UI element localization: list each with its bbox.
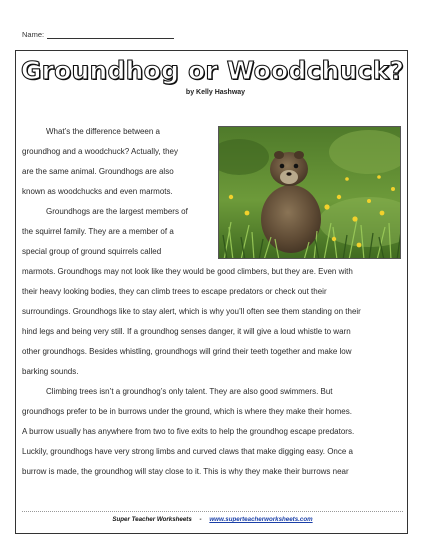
body-line: burrow is made, the groundhog will stay close to it. This is why they make their burrows near bbox=[22, 467, 349, 476]
body-line: special group of ground squirrels called bbox=[22, 247, 162, 256]
body-line: Climbing trees isn’t a groundhog’s only talent. They are also good swimmers. But bbox=[46, 387, 333, 396]
name-blank-line[interactable] bbox=[47, 31, 174, 39]
footer-divider bbox=[22, 511, 403, 512]
footer bbox=[0, 516, 425, 523]
body-line: surroundings. Groundhogs like to stay alert, which is why you’ll often see them standing on their bbox=[22, 307, 361, 316]
body-line: Luckily, groundhogs have very strong limbs and curved claws that make digging easy. Once a bbox=[22, 447, 353, 456]
groundhog-photo bbox=[218, 126, 401, 259]
body-line: barking sounds. bbox=[22, 367, 79, 376]
body-line: are the same animal. Groundhogs are also bbox=[22, 167, 174, 176]
body-line: known as woodchucks and even marmots. bbox=[22, 187, 173, 196]
body-line: groundhogs prefer to be in burrows under the ground, which is where they make their homes. bbox=[22, 407, 352, 416]
body-line: hind legs and being very still. If a groundhog senses danger, it will give a loud whistle to warn bbox=[22, 327, 351, 336]
body-line: their heavy looking bodies, they can climb trees to escape predators or check out their bbox=[22, 287, 327, 296]
body-line: the squirrel family. They are a member of a bbox=[22, 227, 174, 236]
body-line: A burrow usually has anywhere from two to five exits to help the groundhog escape predators. bbox=[22, 427, 355, 436]
worksheet-title: Groundhog or Woodchuck? bbox=[20, 56, 405, 85]
body-line: groundhog and a woodchuck? Actually, they bbox=[22, 147, 178, 156]
footer-url-link[interactable]: www.superteacherworksheets.com bbox=[209, 516, 313, 523]
name-label: Name: bbox=[22, 30, 45, 39]
name-field bbox=[22, 30, 174, 39]
footer-brand: Super Teacher Worksheets bbox=[112, 516, 192, 523]
body-line: other groundhogs. Besides whistling, groundhogs will grind their teeth together and make low bbox=[22, 347, 352, 356]
author-byline: by Kelly Hashway bbox=[185, 89, 246, 96]
body-line: What’s the difference between a bbox=[46, 127, 160, 136]
body-line: Groundhogs are the largest members of bbox=[46, 207, 188, 216]
footer-separator: - bbox=[199, 516, 202, 523]
groundhog-illustration bbox=[219, 127, 401, 259]
body-line: marmots. Groundhogs may not look like they would be good climbers, but they are. Even with bbox=[22, 267, 353, 276]
